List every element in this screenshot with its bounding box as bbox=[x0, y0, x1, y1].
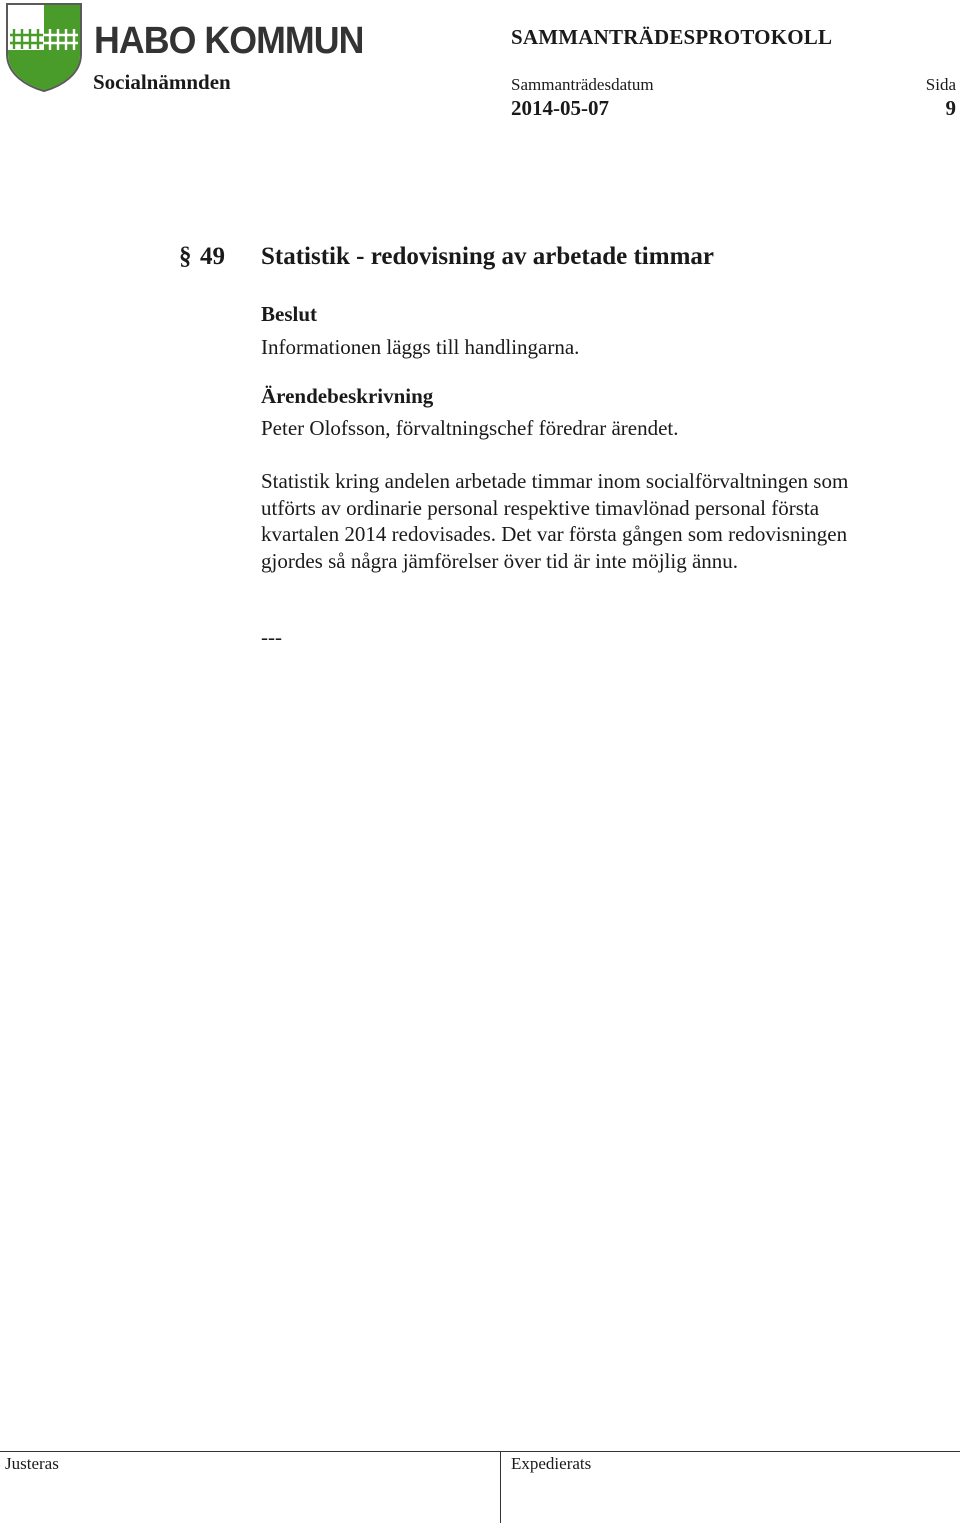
footer-rule bbox=[0, 1451, 960, 1452]
case-description-paragraph bbox=[261, 468, 941, 574]
page-number: 9 bbox=[945, 96, 956, 120]
footer-adjusted-label: Justeras bbox=[5, 1454, 59, 1473]
footer-dispatched-label: Expedierats bbox=[511, 1454, 592, 1473]
page-label: Sida bbox=[925, 75, 956, 94]
habo-kommun-crest-icon bbox=[4, 2, 84, 92]
footer-divider bbox=[500, 1451, 501, 1523]
case-description-heading: Ärendebeskrivning bbox=[261, 384, 434, 408]
paragraph-line: gjordes så några jämförelser över tid är inte möjlig ännu. bbox=[261, 548, 739, 573]
section-symbol: § bbox=[179, 243, 192, 270]
meeting-date-label: Sammanträdesdatum bbox=[511, 75, 654, 94]
document-type: SAMMANTRÄDESPROTOKOLL bbox=[511, 25, 833, 49]
paragraph-line: utförts av ordinarie personal respektive timavlönad personal första bbox=[261, 495, 820, 520]
decision-heading: Beslut bbox=[261, 302, 318, 326]
meeting-date: 2014-05-07 bbox=[511, 96, 609, 120]
paragraph-line: Statistik kring andelen arbetade timmar inom socialförvaltningen som bbox=[261, 469, 849, 493]
section-end-mark: --- bbox=[261, 625, 282, 649]
section-number: 49 bbox=[200, 243, 225, 270]
committee-name: Socialnämnden bbox=[93, 70, 231, 94]
presenter-text: Peter Olofsson, förvaltningschef föredrar ärendet. bbox=[261, 416, 679, 440]
section-title: Statistik - redovisning av arbetade timmar bbox=[261, 243, 714, 270]
paragraph-line: kvartalen 2014 redovisades. Det var första gången som redovisningen bbox=[261, 522, 848, 546]
org-name: HABO KOMMUN bbox=[94, 20, 364, 62]
decision-text: Informationen läggs till handlingarna. bbox=[261, 335, 580, 359]
